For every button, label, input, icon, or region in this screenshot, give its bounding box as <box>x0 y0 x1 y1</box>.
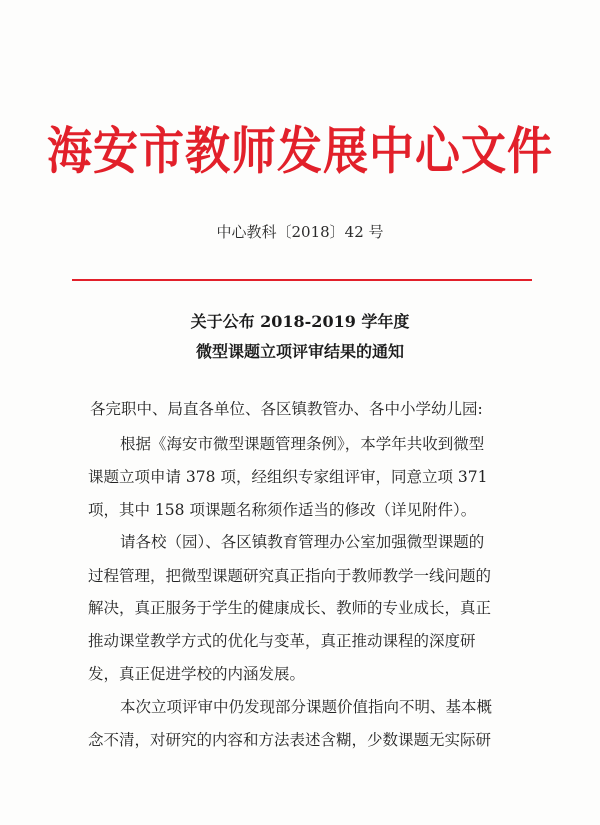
paragraph-2-line: 推动课堂教学方式的优化与变革，真正推动课程的深度研 <box>88 632 476 650</box>
salutation: 各完职中、局直各单位、各区镇教管办、各中小学幼儿园: <box>90 400 483 418</box>
paragraph-2-line: 解决，真正服务于学生的健康成长、教师的专业成长，真正 <box>88 599 492 617</box>
paragraph-2-line: 发，真正促进学校的内涵发展。 <box>88 665 306 683</box>
paragraph-1-line: 课题立项申请 378 项，经组织专家组评审，同意立项 371 <box>88 468 488 486</box>
paragraph-2-line: 过程管理，把微型课题研究真正指向于教师教学一线问题的 <box>88 567 492 585</box>
issuing-organization-title: 海安市教师发展中心文件 <box>46 121 553 181</box>
paragraph-1-line: 根据《海安市微型课题管理条例》，本学年共收到微型 <box>120 435 485 453</box>
paragraph-1-line: 项，其中 158 项课题名称须作适当的修改（详见附件）。 <box>88 501 477 519</box>
document-number: 中心教科〔2018〕42 号 <box>216 223 384 241</box>
notice-title-line-2: 微型课题立项评审结果的通知 <box>195 342 404 361</box>
paragraph-3-line: 本次立项评审中仍发现部分课题价值指向不明、基本概 <box>120 698 493 716</box>
notice-title-line-1: 关于公布 2018-2019 学年度 <box>190 312 410 331</box>
paragraph-2-line: 请各校（园）、各区镇教育管理办公室加强微型课题的 <box>120 533 485 551</box>
red-divider-line <box>72 279 532 281</box>
paragraph-3-line: 念不清，对研究的内容和方法表述含糊，少数课题无实际研 <box>88 731 492 749</box>
